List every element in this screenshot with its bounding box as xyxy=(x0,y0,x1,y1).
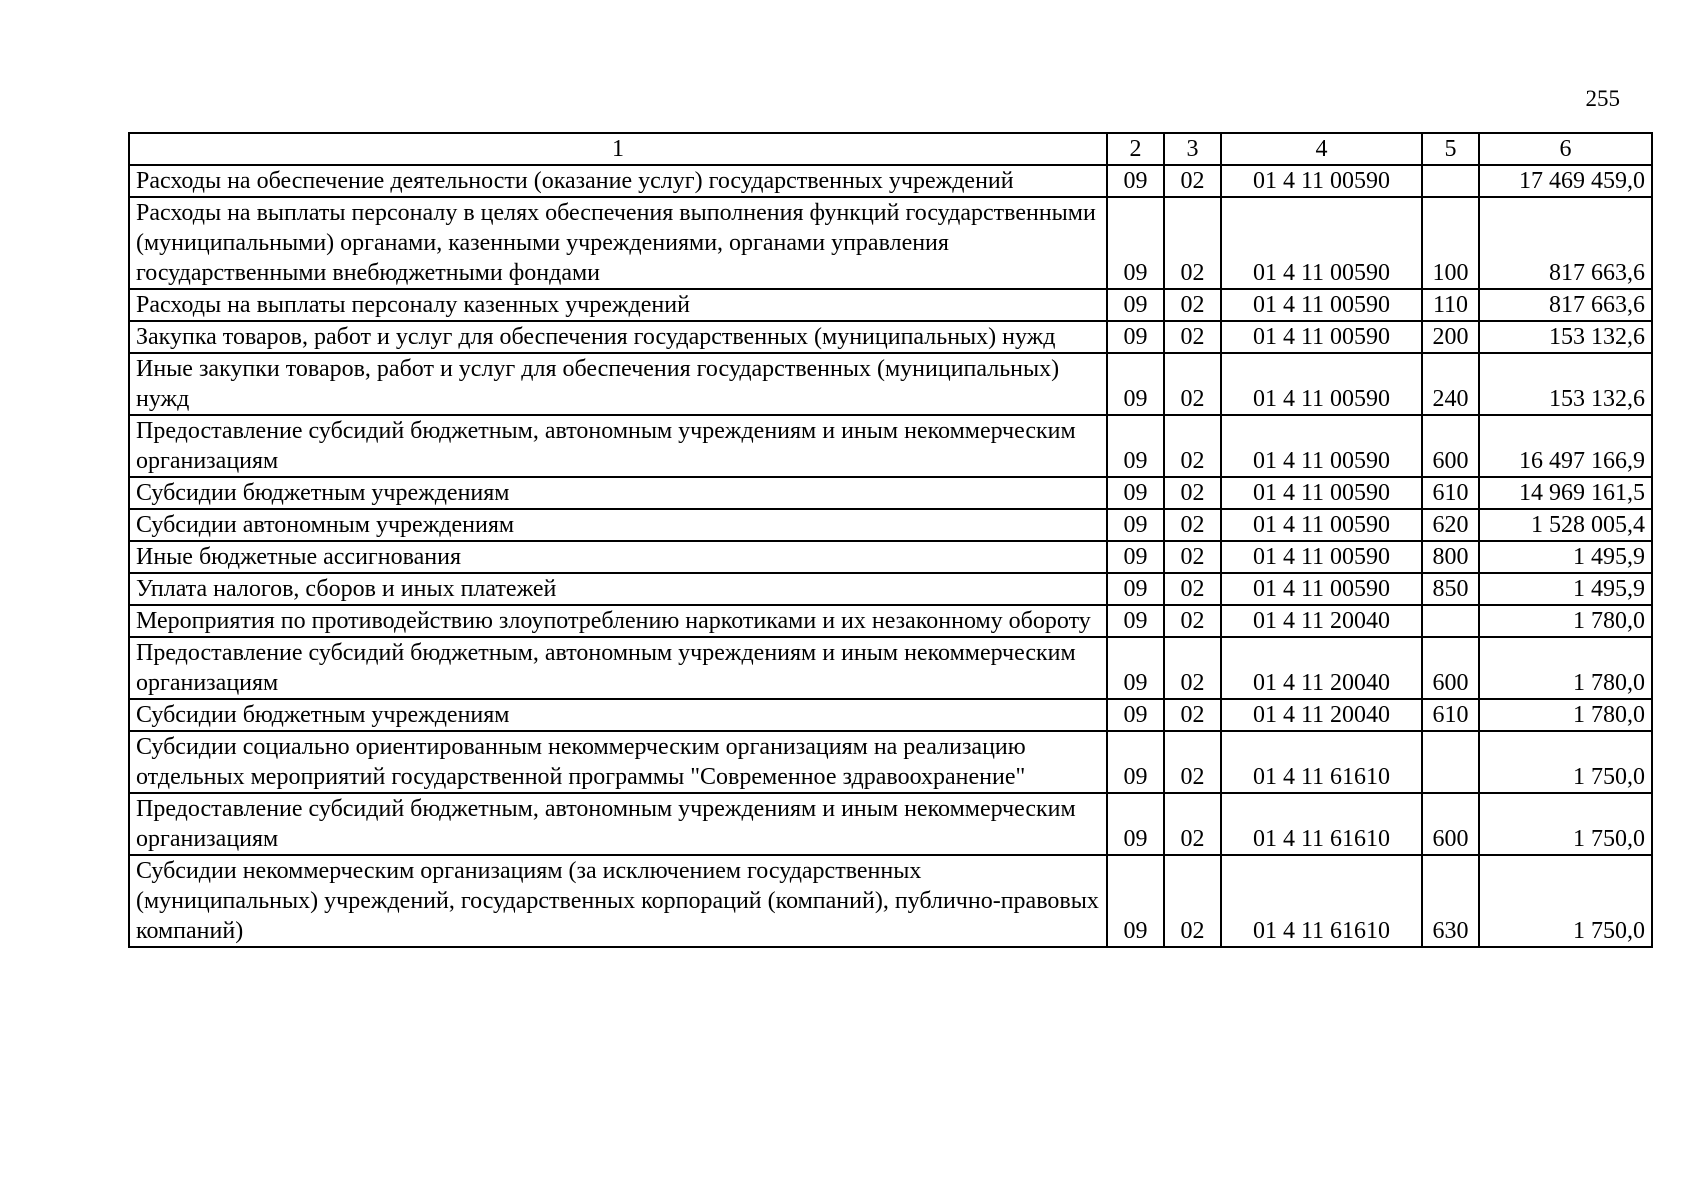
table-row xyxy=(129,605,1652,637)
row-target-article-cell: 01 4 11 00590 xyxy=(1221,289,1422,321)
row-amount-cell: 1 780,0 xyxy=(1479,637,1652,699)
row-section-cell: 09 xyxy=(1107,699,1164,731)
row-target-article-cell: 01 4 11 00590 xyxy=(1221,415,1422,477)
row-target-article-cell: 01 4 11 00590 xyxy=(1221,477,1422,509)
row-expense-type-cell: 100 xyxy=(1422,197,1479,289)
column-header: 3 xyxy=(1164,133,1221,165)
row-name-cell: Субсидии автономным учреждениям xyxy=(129,509,1107,541)
table-row xyxy=(129,855,1652,947)
row-section-cell: 09 xyxy=(1107,541,1164,573)
row-name-cell: Расходы на выплаты персоналу в целях обеспечения выполнения функций государственными (муниципальными) органами, казенными учреждениями, органами управления государственными внебюджетными фондами xyxy=(129,197,1107,289)
row-subsection-cell: 02 xyxy=(1164,731,1221,793)
row-section-cell: 09 xyxy=(1107,197,1164,289)
row-expense-type-cell: 610 xyxy=(1422,477,1479,509)
row-subsection-cell: 02 xyxy=(1164,793,1221,855)
row-section-cell: 09 xyxy=(1107,477,1164,509)
row-target-article-cell: 01 4 11 00590 xyxy=(1221,541,1422,573)
row-amount-cell: 1 780,0 xyxy=(1479,699,1652,731)
row-subsection-cell: 02 xyxy=(1164,477,1221,509)
row-expense-type-cell: 240 xyxy=(1422,353,1479,415)
row-expense-type-cell: 200 xyxy=(1422,321,1479,353)
row-subsection-cell: 02 xyxy=(1164,541,1221,573)
row-subsection-cell: 02 xyxy=(1164,321,1221,353)
row-expense-type-cell: 610 xyxy=(1422,699,1479,731)
row-name-cell: Расходы на обеспечение деятельности (оказание услуг) государственных учреждений xyxy=(129,165,1107,197)
row-expense-type-cell: 630 xyxy=(1422,855,1479,947)
column-header: 6 xyxy=(1479,133,1652,165)
table-row xyxy=(129,477,1652,509)
row-expense-type-cell xyxy=(1422,605,1479,637)
row-section-cell: 09 xyxy=(1107,353,1164,415)
row-expense-type-cell: 600 xyxy=(1422,637,1479,699)
table-body xyxy=(129,165,1652,947)
row-amount-cell: 16 497 166,9 xyxy=(1479,415,1652,477)
row-name-cell: Предоставление субсидий бюджетным, автономным учреждениям и иным некоммерческим организациям xyxy=(129,637,1107,699)
row-name-cell: Субсидии бюджетным учреждениям xyxy=(129,477,1107,509)
row-target-article-cell: 01 4 11 00590 xyxy=(1221,165,1422,197)
row-target-article-cell: 01 4 11 00590 xyxy=(1221,321,1422,353)
table-row xyxy=(129,509,1652,541)
table-row xyxy=(129,573,1652,605)
row-amount-cell: 17 469 459,0 xyxy=(1479,165,1652,197)
table-row xyxy=(129,415,1652,477)
row-target-article-cell: 01 4 11 61610 xyxy=(1221,731,1422,793)
row-target-article-cell: 01 4 11 20040 xyxy=(1221,699,1422,731)
row-amount-cell: 1 528 005,4 xyxy=(1479,509,1652,541)
row-name-cell: Субсидии некоммерческим организациям (за исключением государственных (муниципальных) учреждений, государственных корпораций (компаний), публично-правовых компаний) xyxy=(129,855,1107,947)
row-subsection-cell: 02 xyxy=(1164,197,1221,289)
row-target-article-cell: 01 4 11 61610 xyxy=(1221,793,1422,855)
row-target-article-cell: 01 4 11 00590 xyxy=(1221,353,1422,415)
row-target-article-cell: 01 4 11 00590 xyxy=(1221,509,1422,541)
budget-table xyxy=(128,132,1653,948)
table-row xyxy=(129,289,1652,321)
row-amount-cell: 1 750,0 xyxy=(1479,793,1652,855)
row-section-cell: 09 xyxy=(1107,415,1164,477)
row-expense-type-cell xyxy=(1422,165,1479,197)
row-section-cell: 09 xyxy=(1107,731,1164,793)
row-target-article-cell: 01 4 11 61610 xyxy=(1221,855,1422,947)
row-subsection-cell: 02 xyxy=(1164,509,1221,541)
row-name-cell: Субсидии бюджетным учреждениям xyxy=(129,699,1107,731)
column-header: 4 xyxy=(1221,133,1422,165)
table-row xyxy=(129,197,1652,289)
row-expense-type-cell: 620 xyxy=(1422,509,1479,541)
table-row xyxy=(129,321,1652,353)
table-row xyxy=(129,541,1652,573)
row-subsection-cell: 02 xyxy=(1164,289,1221,321)
table-row xyxy=(129,699,1652,731)
row-subsection-cell: 02 xyxy=(1164,605,1221,637)
row-amount-cell: 153 132,6 xyxy=(1479,321,1652,353)
row-amount-cell: 14 969 161,5 xyxy=(1479,477,1652,509)
row-amount-cell: 1 780,0 xyxy=(1479,605,1652,637)
row-subsection-cell: 02 xyxy=(1164,855,1221,947)
row-amount-cell: 817 663,6 xyxy=(1479,197,1652,289)
row-subsection-cell: 02 xyxy=(1164,353,1221,415)
row-subsection-cell: 02 xyxy=(1164,415,1221,477)
row-section-cell: 09 xyxy=(1107,637,1164,699)
row-name-cell: Закупка товаров, работ и услуг для обеспечения государственных (муниципальных) нужд xyxy=(129,321,1107,353)
table-row xyxy=(129,731,1652,793)
row-target-article-cell: 01 4 11 00590 xyxy=(1221,197,1422,289)
column-header: 2 xyxy=(1107,133,1164,165)
row-name-cell: Иные закупки товаров, работ и услуг для обеспечения государственных (муниципальных) нужд xyxy=(129,353,1107,415)
row-expense-type-cell: 600 xyxy=(1422,793,1479,855)
row-expense-type-cell: 110 xyxy=(1422,289,1479,321)
table-header-row xyxy=(129,133,1652,165)
row-section-cell: 09 xyxy=(1107,605,1164,637)
page-number: 255 xyxy=(1585,86,1620,111)
row-name-cell: Уплата налогов, сборов и иных платежей xyxy=(129,573,1107,605)
row-expense-type-cell xyxy=(1422,731,1479,793)
row-subsection-cell: 02 xyxy=(1164,165,1221,197)
row-name-cell: Мероприятия по противодействию злоупотреблению наркотиками и их незаконному обороту xyxy=(129,605,1107,637)
row-section-cell: 09 xyxy=(1107,165,1164,197)
row-subsection-cell: 02 xyxy=(1164,573,1221,605)
row-section-cell: 09 xyxy=(1107,573,1164,605)
row-name-cell: Предоставление субсидий бюджетным, автономным учреждениям и иным некоммерческим организациям xyxy=(129,415,1107,477)
table-row xyxy=(129,353,1652,415)
row-section-cell: 09 xyxy=(1107,855,1164,947)
row-name-cell: Расходы на выплаты персоналу казенных учреждений xyxy=(129,289,1107,321)
row-section-cell: 09 xyxy=(1107,509,1164,541)
table-row xyxy=(129,637,1652,699)
row-expense-type-cell: 600 xyxy=(1422,415,1479,477)
column-header: 5 xyxy=(1422,133,1479,165)
row-amount-cell: 1 495,9 xyxy=(1479,573,1652,605)
row-expense-type-cell: 850 xyxy=(1422,573,1479,605)
row-target-article-cell: 01 4 11 20040 xyxy=(1221,637,1422,699)
row-subsection-cell: 02 xyxy=(1164,699,1221,731)
column-header: 1 xyxy=(129,133,1107,165)
row-name-cell: Субсидии социально ориентированным некоммерческим организациям на реализацию отдельных мероприятий государственной программы "Современное здравоохранение" xyxy=(129,731,1107,793)
row-section-cell: 09 xyxy=(1107,793,1164,855)
row-target-article-cell: 01 4 11 20040 xyxy=(1221,605,1422,637)
row-name-cell: Иные бюджетные ассигнования xyxy=(129,541,1107,573)
table-row xyxy=(129,793,1652,855)
table-row xyxy=(129,165,1652,197)
row-target-article-cell: 01 4 11 00590 xyxy=(1221,573,1422,605)
row-amount-cell: 153 132,6 xyxy=(1479,353,1652,415)
row-section-cell: 09 xyxy=(1107,321,1164,353)
row-amount-cell: 1 750,0 xyxy=(1479,855,1652,947)
row-section-cell: 09 xyxy=(1107,289,1164,321)
row-amount-cell: 817 663,6 xyxy=(1479,289,1652,321)
row-amount-cell: 1 495,9 xyxy=(1479,541,1652,573)
row-subsection-cell: 02 xyxy=(1164,637,1221,699)
row-expense-type-cell: 800 xyxy=(1422,541,1479,573)
row-name-cell: Предоставление субсидий бюджетным, автономным учреждениям и иным некоммерческим организациям xyxy=(129,793,1107,855)
row-amount-cell: 1 750,0 xyxy=(1479,731,1652,793)
